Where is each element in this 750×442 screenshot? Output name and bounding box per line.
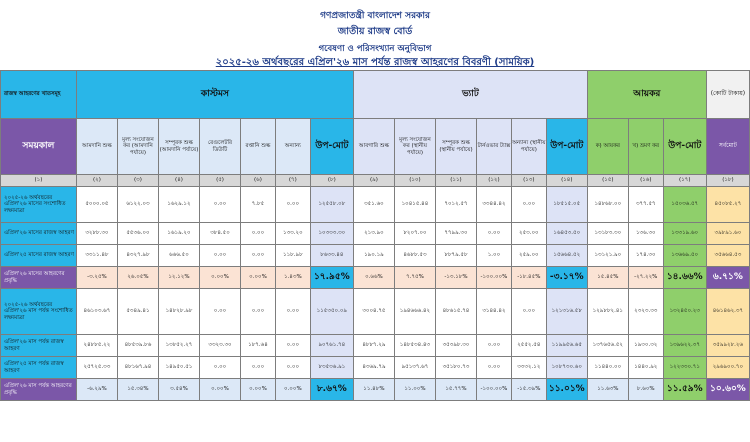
table-cell: ১৩৬৬৯.৫০ [663, 245, 706, 267]
table-cell: ৩.৫৪% [158, 379, 199, 401]
table-cell: ০.০০% [241, 379, 276, 401]
vat-section-header: ভ্যাট [353, 71, 587, 119]
table-cell: ৪৬১০৩.৬৭ [76, 289, 117, 335]
column-index: (১৮) [706, 175, 749, 187]
table-row [1, 357, 750, 379]
table-cell: ১.৪৩% [275, 267, 310, 289]
column-index: (৪) [158, 175, 199, 187]
table-cell: ৮.৬০% [628, 379, 663, 401]
table-cell: ১১৮.৯৮ [275, 245, 310, 267]
column-index: (৩) [117, 175, 158, 187]
table-cell: ১২২৩৩০.৭১ [663, 357, 706, 379]
table-cell: ২৫৫২.৫৪ [511, 335, 546, 357]
table-cell: ২১৩.৯০ [353, 223, 394, 245]
table-cell: ৩২৮৮.৩০ [76, 223, 117, 245]
table-cell: ১১.৬৩% [587, 379, 628, 401]
table-cell: ১৬২৯.১২ [158, 187, 199, 223]
table-cell: -১৫.৩৯% [511, 379, 546, 401]
table-cell: ১৯৩০.৩২ [628, 335, 663, 357]
table-cell: ৫০০০.০৫ [76, 187, 117, 223]
table-cell: ০.০০ [275, 335, 310, 357]
table-cell: ০.০০ [275, 187, 310, 223]
table-cell: ৮২০৭.০০ [394, 223, 435, 245]
table-row [1, 289, 750, 335]
table-cell: ৩৩২৩.৩০ [200, 335, 241, 357]
column-index: (১) [1, 175, 77, 187]
table-cell: ৩৩৪৪.৪২ [477, 187, 512, 223]
column-index: (৭) [275, 175, 310, 187]
table-cell: ৪৮৬১৫.৭৪ [435, 289, 476, 335]
table-cell: ৮৮৭৯.৫৮ [435, 245, 476, 267]
column-header: উপ-মোট [663, 119, 706, 175]
row-label: ২০২৫-২৬ অর্থবছরের এপ্রিল'২৬ মাস পর্যন্ত সংশোধিত লক্ষ্যমাত্রা [1, 289, 77, 335]
row-label: এপ্রিল'২৬ মাসের আহরণের প্রবৃদ্ধি [1, 267, 77, 289]
table-cell: ৮৬৩৩.৪৪ [310, 245, 353, 267]
table-cell: ১৫.৩৪% [117, 379, 158, 401]
table-cell: ৪৮১৬৭.৯৪ [117, 357, 158, 379]
table-cell: ৪৫০৮৫.২৭ [706, 187, 749, 223]
table-cell: ৩৫১৮০.৭৩ [435, 357, 476, 379]
column-header: সম্পূরক শুল্ক (আমদানি পর্যায়ে) [158, 119, 199, 175]
table-cell: ৯০৭৬১.৭৪ [310, 335, 353, 357]
column-index: (২) [76, 175, 117, 187]
table-cell: ০.০০% [200, 379, 241, 401]
table-cell: ৬.৭১% [706, 267, 749, 289]
table-cell: ০.০০ [477, 223, 512, 245]
table-cell: ০.০০ [477, 357, 512, 379]
table-cell: ১৪৮৬৮.০০ [587, 187, 628, 223]
table-cell: -১৮.৪৫% [511, 267, 546, 289]
table-cell: ১৩৮৫২.২৭ [158, 335, 199, 357]
table-cell: -২৭.২২% [628, 267, 663, 289]
table-cell: ৩৭৭.৫৭ [628, 187, 663, 223]
table-cell: ৩৫১.৬০ [353, 187, 394, 223]
table-cell: ৯৫১৩৭.৬৭ [394, 357, 435, 379]
table-cell: ০.০০ [511, 187, 546, 223]
table-cell: ৩৮৪.৫০ [200, 223, 241, 245]
column-index: (৮) [310, 175, 353, 187]
table-cell: ১৪৮৫৩৪.৪৩ [394, 335, 435, 357]
board-name: জাতীয় রাজস্ব বোর্ড [337, 26, 413, 37]
table-cell: ১৯৪৬৬৬.৪২ [394, 289, 435, 335]
table-cell: ৭৭৯৯.৩০ [435, 223, 476, 245]
table-row [1, 223, 750, 245]
table-cell: ১৪৮২৮.৯৮ [158, 289, 199, 335]
table-cell: ০.০০% [200, 267, 241, 289]
table-cell: ১২৫৫৮.০৮ [310, 187, 353, 223]
table-cell: ৫৫৩৬.০০ [117, 223, 158, 245]
table-cell: ১৩২৪৫০.২৩ [663, 289, 706, 335]
table-cell: ১২৯৮৮২.৪১ [587, 289, 628, 335]
table-cell: -১৩.১৮% [435, 267, 476, 289]
table-cell: ১১.৫৯% [663, 379, 706, 401]
table-cell: ১৮৭.৬৪ [241, 335, 276, 357]
table-cell: ৪৮৮৭.২৯ [353, 335, 394, 357]
table-cell: ১৪৪০.৯২ [628, 357, 663, 379]
table-cell: ০.০০ [275, 357, 310, 379]
column-header: উপ-মোট [310, 119, 353, 175]
table-cell: ৩৫৬৬৪.৫৩ [706, 245, 749, 267]
table-cell: ০.০০ [477, 335, 512, 357]
column-header: রপ্তানি শুল্ক [241, 119, 276, 175]
table-cell: -১০০.০০% [477, 267, 512, 289]
table-cell: ১৫.৪৫% [587, 267, 628, 289]
row-label: এপ্রিল'২৫ মাসের রাজস্ব আহরণ [1, 245, 77, 267]
table-cell: ১১৯৯৫৬.৬৫ [546, 335, 587, 357]
table-cell: ১৩৭৬৫৬.৫২ [587, 335, 628, 357]
table-cell: ১৫৬৬৪.৫২ [546, 245, 587, 267]
table-cell: ২৪৮৮৫.২২ [76, 335, 117, 357]
table-row [1, 379, 750, 401]
column-index: (১৬) [628, 175, 663, 187]
row-label: এপ্রিল'২৬ মাসের রাজস্ব আহরণ [1, 223, 77, 245]
column-header: খ) ভ্রমণ কর [628, 119, 663, 175]
row-label: এপ্রিল'২৫ মাস পর্যন্ত রাজস্ব আহরণ [1, 357, 77, 379]
division-name: গবেষণা ও পরিসংখ্যান অনুবিভাগ [318, 44, 432, 54]
table-cell: ৭.৭৫% [394, 267, 435, 289]
customs-section-header: কাস্টমস [76, 71, 353, 119]
table-cell: ১৭.৯৫% [310, 267, 353, 289]
table-cell: ০.০০ [511, 289, 546, 335]
column-header: রেগুলেটরি ডিউটি [200, 119, 241, 175]
column-index: (১২) [477, 175, 512, 187]
table-cell: ০.০০% [241, 267, 276, 289]
column-header: মূল্য সংযোজন কর (স্থানীয় পর্যায়ে) [394, 119, 435, 175]
table-cell: ১১৪৪০.০০ [587, 357, 628, 379]
table-cell: ১০৩৩৩.৩০ [310, 223, 353, 245]
table-cell: ৪৬১৪৬২.৩৭ [706, 289, 749, 335]
row-label: ২০২৫-২৬ অর্থবছরের এপ্রিল'২৬ মাসের সংশোধিত লক্ষ্যমাত্রা [1, 187, 77, 223]
column-header: আমদানি শুল্ক [76, 119, 117, 175]
table-cell: ১৫.৭৭% [435, 379, 476, 401]
table-cell: ১৩১২১.৯০ [587, 245, 628, 267]
table-cell: ৪৩২৭.৯৮ [117, 245, 158, 267]
table-cell: ৮.৬৭% [310, 379, 353, 401]
table-cell: ১৩৩.২০ [275, 223, 310, 245]
government-name: গণপ্রজাতন্ত্রী বাংলাদেশ সরকার [320, 11, 430, 21]
column-index: (৯) [353, 175, 394, 187]
table-cell: ৬১২২.০৩ [117, 187, 158, 223]
table-cell: ১৪.৬৬% [663, 267, 706, 289]
column-index: (১৫) [587, 175, 628, 187]
table-cell: ৩৩৩২.১২ [511, 357, 546, 379]
table-cell: ১৬৪৫৩.৫০ [546, 223, 587, 245]
column-header: সর্বমোট [706, 119, 749, 175]
table-cell: ১১.০০% [394, 379, 435, 401]
table-cell: ১৬১৯.২০ [158, 223, 199, 245]
table-cell: ১৭৪.৩০ [628, 245, 663, 267]
table-cell: ১৫০৩৬.৫৭ [663, 187, 706, 223]
table-cell: ১.০০ [477, 245, 512, 267]
table-cell: ৩০০৪.৭৫ [353, 289, 394, 335]
tax-section-header: আয়কর [587, 71, 706, 119]
table-cell: ৮৩৫৩৬.৯১ [310, 357, 353, 379]
table-cell: ৩৯৮৯১.৬০ [706, 223, 749, 245]
table-cell: ১০৪১৫.৪৪ [394, 187, 435, 223]
column-header: অন্যান্য (স্থানীয় পর্যায়ে) [511, 119, 546, 175]
table-row [1, 335, 750, 357]
table-cell: ০.০০ [241, 223, 276, 245]
table-cell: ৪৬৮৮.৫৩ [394, 245, 435, 267]
table-cell: ০.০০ [241, 357, 276, 379]
table-cell: ৩৫৩৯৮.৩০ [435, 335, 476, 357]
table-cell: ২৯৬৯০০.৭০ [706, 357, 749, 379]
column-header: মূল্য সংযোজন কর (আমদানি পর্যায়ে) [117, 119, 158, 175]
period-header: সময়কাল [1, 119, 77, 175]
column-header: অন্যান্য [275, 119, 310, 175]
column-header: সম্পূরক শুল্ক (স্থানীয় পর্যায়ে) [435, 119, 476, 175]
table-cell: ২৫৯.০০ [511, 245, 546, 267]
table-cell: ২৫৭২৫.৩৩ [76, 357, 117, 379]
table-cell: ১৩৬.৩০ [628, 223, 663, 245]
table-cell: ৪৩৬৯.৭৯ [353, 357, 394, 379]
column-index: (১১) [435, 175, 476, 187]
column-header: আবগারি শুল্ক [353, 119, 394, 175]
table-cell: ০.০০ [200, 245, 241, 267]
table-cell: ১৩১৮৩.৩০ [587, 223, 628, 245]
table-cell: -৬.২৯% [76, 379, 117, 401]
column-index: (১৩) [511, 175, 546, 187]
revenue-table [0, 70, 750, 401]
table-cell: ৭০১২.৫৭ [435, 187, 476, 223]
table-cell: ১১.০১% [546, 379, 587, 401]
column-header: ক) আয়কর [587, 119, 628, 175]
table-cell: ১২১৩১৬.৫৮ [546, 289, 587, 335]
column-header: টার্নওভার ট্যাক্স [477, 119, 512, 175]
table-cell: ০.০০% [275, 379, 310, 401]
table-cell: ০.০০ [275, 289, 310, 335]
table-cell: -৩.২৫% [76, 267, 117, 289]
table-cell: ০.০০ [241, 245, 276, 267]
table-cell: ৫৩৪৯.৪১ [117, 289, 158, 335]
table-cell: ৭.৮৫ [241, 187, 276, 223]
table-cell: ৩১৪৪.৪২ [477, 289, 512, 335]
column-index: (১০) [394, 175, 435, 187]
table-cell: ১১৫৩৫০.০৯ [310, 289, 353, 335]
table-cell: -১০০.০০% [477, 379, 512, 401]
row-label: এপ্রিল'২৬ মাস পর্যন্ত আহরণের প্রবৃদ্ধি [1, 379, 77, 401]
table-cell: ২৩২৩.৩৩ [628, 289, 663, 335]
table-cell: ১০.৬০% [706, 379, 749, 401]
table-cell: ১৮৫১৫.০৫ [546, 187, 587, 223]
table-cell: ১৪৯৫০.৫১ [158, 357, 199, 379]
table-row [1, 187, 750, 223]
table-cell: -৩.১৭% [546, 267, 587, 289]
unit-label: (কোটি টাকায়) [706, 71, 749, 119]
table-cell: ৬৬৬.৫০ [158, 245, 199, 267]
column-index: (১৪) [546, 175, 587, 187]
corner-label: রাজস্ব আহরণের খাতসমূহ [1, 71, 77, 119]
column-index: (৬) [241, 175, 276, 187]
table-cell: ১৩৯৬২২.৩৭ [663, 335, 706, 357]
table-cell: ৩৩১১.৪৮ [76, 245, 117, 267]
column-header: উপ-মোট [546, 119, 587, 175]
column-index: (৫) [200, 175, 241, 187]
table-cell: ১৩৩১৯.৬০ [663, 223, 706, 245]
table-cell: ৩৫৯৯২৮.২৬ [706, 335, 749, 357]
table-cell: ১২.১২% [158, 267, 199, 289]
table-row [1, 267, 750, 289]
table-cell: ০.০০ [241, 289, 276, 335]
table-cell: ০.০০ [200, 187, 241, 223]
table-cell: ০.০০ [200, 289, 241, 335]
table-cell: ২৬.০৫% [117, 267, 158, 289]
table-cell: ২৫৩.০০ [511, 223, 546, 245]
column-index: (১৭) [663, 175, 706, 187]
report-title: ২০২৫-২৬ অর্থবছরের এপ্রিল'২৬ মাস পর্যন্ত রাজস্ব আহরণের বিবরণী (সাময়িক) [215, 57, 535, 68]
table-row [1, 245, 750, 267]
table-cell: ০.৬৬% [353, 267, 394, 289]
table-cell: ১০৮৭৩০.৬০ [546, 357, 587, 379]
table-cell: ৪৮৫৩৯.৮৬ [117, 335, 158, 357]
row-label: এপ্রিল'২৬ মাস পর্যন্ত রাজস্ব আহরণ [1, 335, 77, 357]
table-cell: ১৯০.১৯ [353, 245, 394, 267]
table-cell: ০.০০ [200, 357, 241, 379]
table-cell: ১১.৪৮% [353, 379, 394, 401]
